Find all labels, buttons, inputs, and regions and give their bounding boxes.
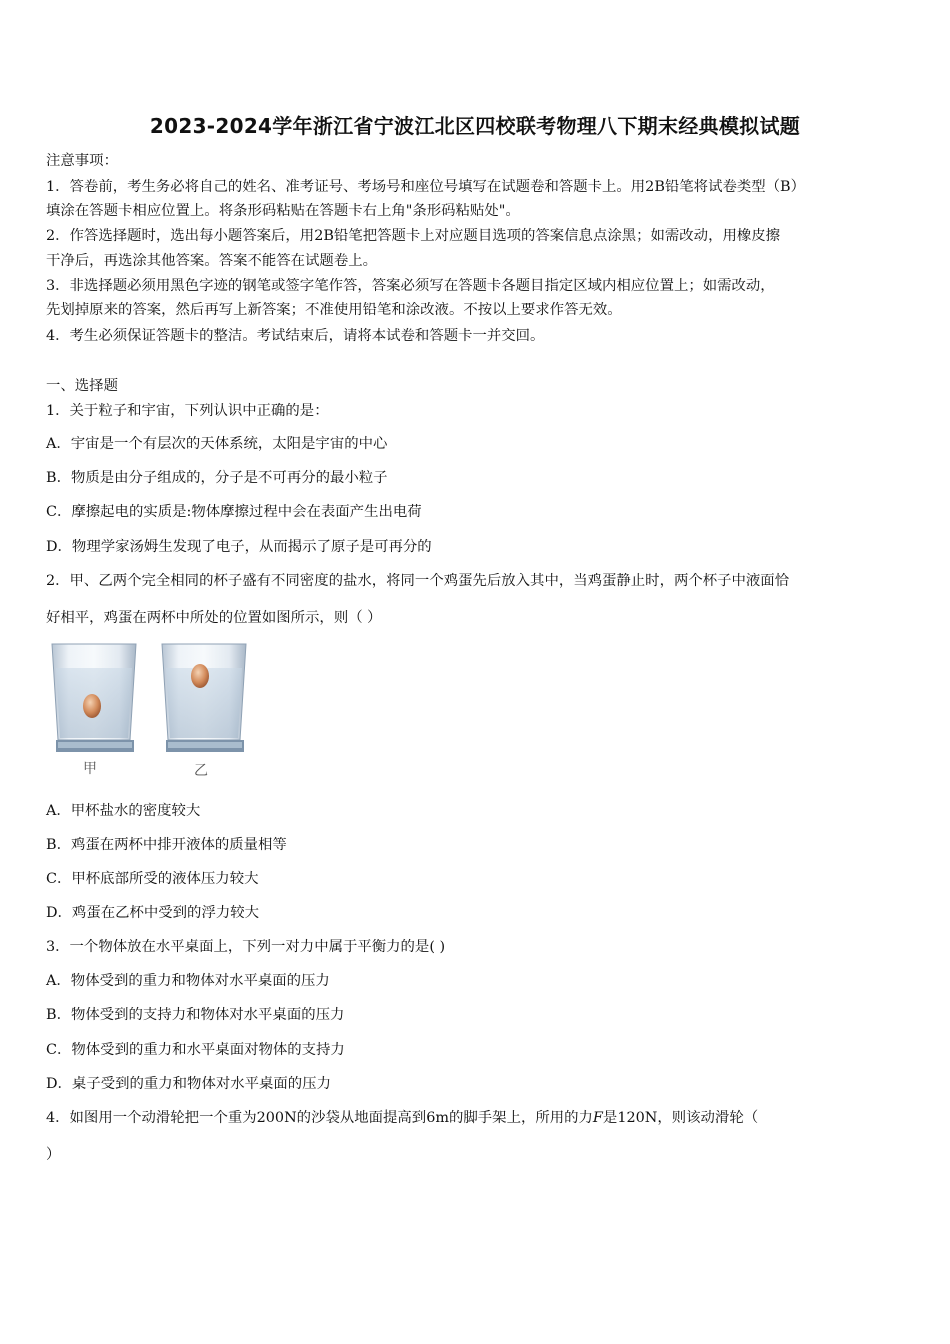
glasses-illustration [46, 640, 256, 780]
figure-label-yi: 乙 [194, 763, 208, 779]
option-a: A．宇宙是一个有层次的天体系统，太阳是宇宙的中心 [46, 436, 388, 452]
question-stem-text: 4．如图用一个动滑轮把一个重为200N的沙袋从地面提高到6m的脚手架上，所用的力 [46, 1110, 593, 1126]
notice-line: 填涂在答题卡相应位置上。将条形码粘贴在答题卡右上角"条形码粘贴处"。 [46, 203, 520, 219]
egg-glasses-figure [46, 640, 256, 780]
notice-line: 1．答卷前，考生务必将自己的姓名、准考证号、考场号和座位号填写在试题卷和答题卡上。用2B铅笔将试卷类型（B） [46, 179, 805, 195]
option-a: A．物体受到的重力和物体对水平桌面的压力 [46, 973, 330, 989]
force-variable: F [592, 1110, 603, 1126]
section-heading: 一、选择题 [46, 378, 118, 394]
notice-line: 3．非选择题必须用黑色字迹的钢笔或签字笔作答，答案必须写在答题卡各题目指定区域内相应位置上；如需改动， [46, 278, 775, 294]
glass-jia [52, 644, 136, 752]
question-stem-text: 是120N，则该动滑轮（ [602, 1110, 759, 1126]
notice-line: 4．考生必须保证答题卡的整洁。考试结束后，请将本试卷和答题卡一并交回。 [46, 328, 545, 344]
option-d: D．桌子受到的重力和物体对水平桌面的压力 [46, 1076, 331, 1092]
option-c: C．甲杯底部所受的液体压力较大 [46, 871, 259, 887]
option-c: C．物体受到的重力和水平桌面对物体的支持力 [46, 1042, 345, 1058]
egg-jia [83, 694, 101, 718]
page-title: 2023-2024学年浙江省宁波江北区四校联考物理八下期末经典模拟试题 [149, 114, 801, 138]
question-stem-cont: 好相平，鸡蛋在两杯中所处的位置如图所示，则（ ） [46, 610, 382, 626]
question-stem: 2．甲、乙两个完全相同的杯子盛有不同密度的盐水，将同一个鸡蛋先后放入其中，当鸡蛋静止时，两个杯子中液面恰 [46, 573, 790, 589]
notice-line: 先划掉原来的答案，然后再写上新答案；不准使用铅笔和涂改液。不按以上要求作答无效。 [46, 302, 622, 318]
glass-yi [162, 644, 246, 752]
egg-yi [191, 664, 209, 688]
option-b: B．物体受到的支持力和物体对水平桌面的压力 [46, 1007, 345, 1023]
figure-label-jia: 甲 [83, 761, 97, 777]
option-d: D．物理学家汤姆生发现了电子，从而揭示了原子是可再分的 [46, 539, 432, 555]
notice-line: 干净后，再选涂其他答案。答案不能答在试题卷上。 [46, 253, 377, 269]
question-stem: 3．一个物体放在水平桌面上，下列一对力中属于平衡力的是( ) [46, 939, 446, 955]
option-c: C．摩擦起电的实质是:物体摩擦过程中会在表面产生出电荷 [46, 504, 422, 520]
question-stem [46, 1108, 912, 1128]
option-b: B．物质是由分子组成的，分子是不可再分的最小粒子 [46, 470, 388, 486]
question-stem-cont: ） [46, 1147, 61, 1163]
option-a: A．甲杯盐水的密度较大 [46, 803, 201, 819]
question-stem: 1．关于粒子和宇宙，下列认识中正确的是： [46, 403, 329, 419]
notice-heading: 注意事项： [46, 153, 118, 169]
notice-line: 2．作答选择题时，选出每小题答案后，用2B铅笔把答题卡上对应题目选项的答案信息点涂黑；如需改动，用橡皮擦 [46, 228, 781, 244]
option-d: D．鸡蛋在乙杯中受到的浮力较大 [46, 905, 260, 921]
option-b: B．鸡蛋在两杯中排开液体的质量相等 [46, 837, 287, 853]
